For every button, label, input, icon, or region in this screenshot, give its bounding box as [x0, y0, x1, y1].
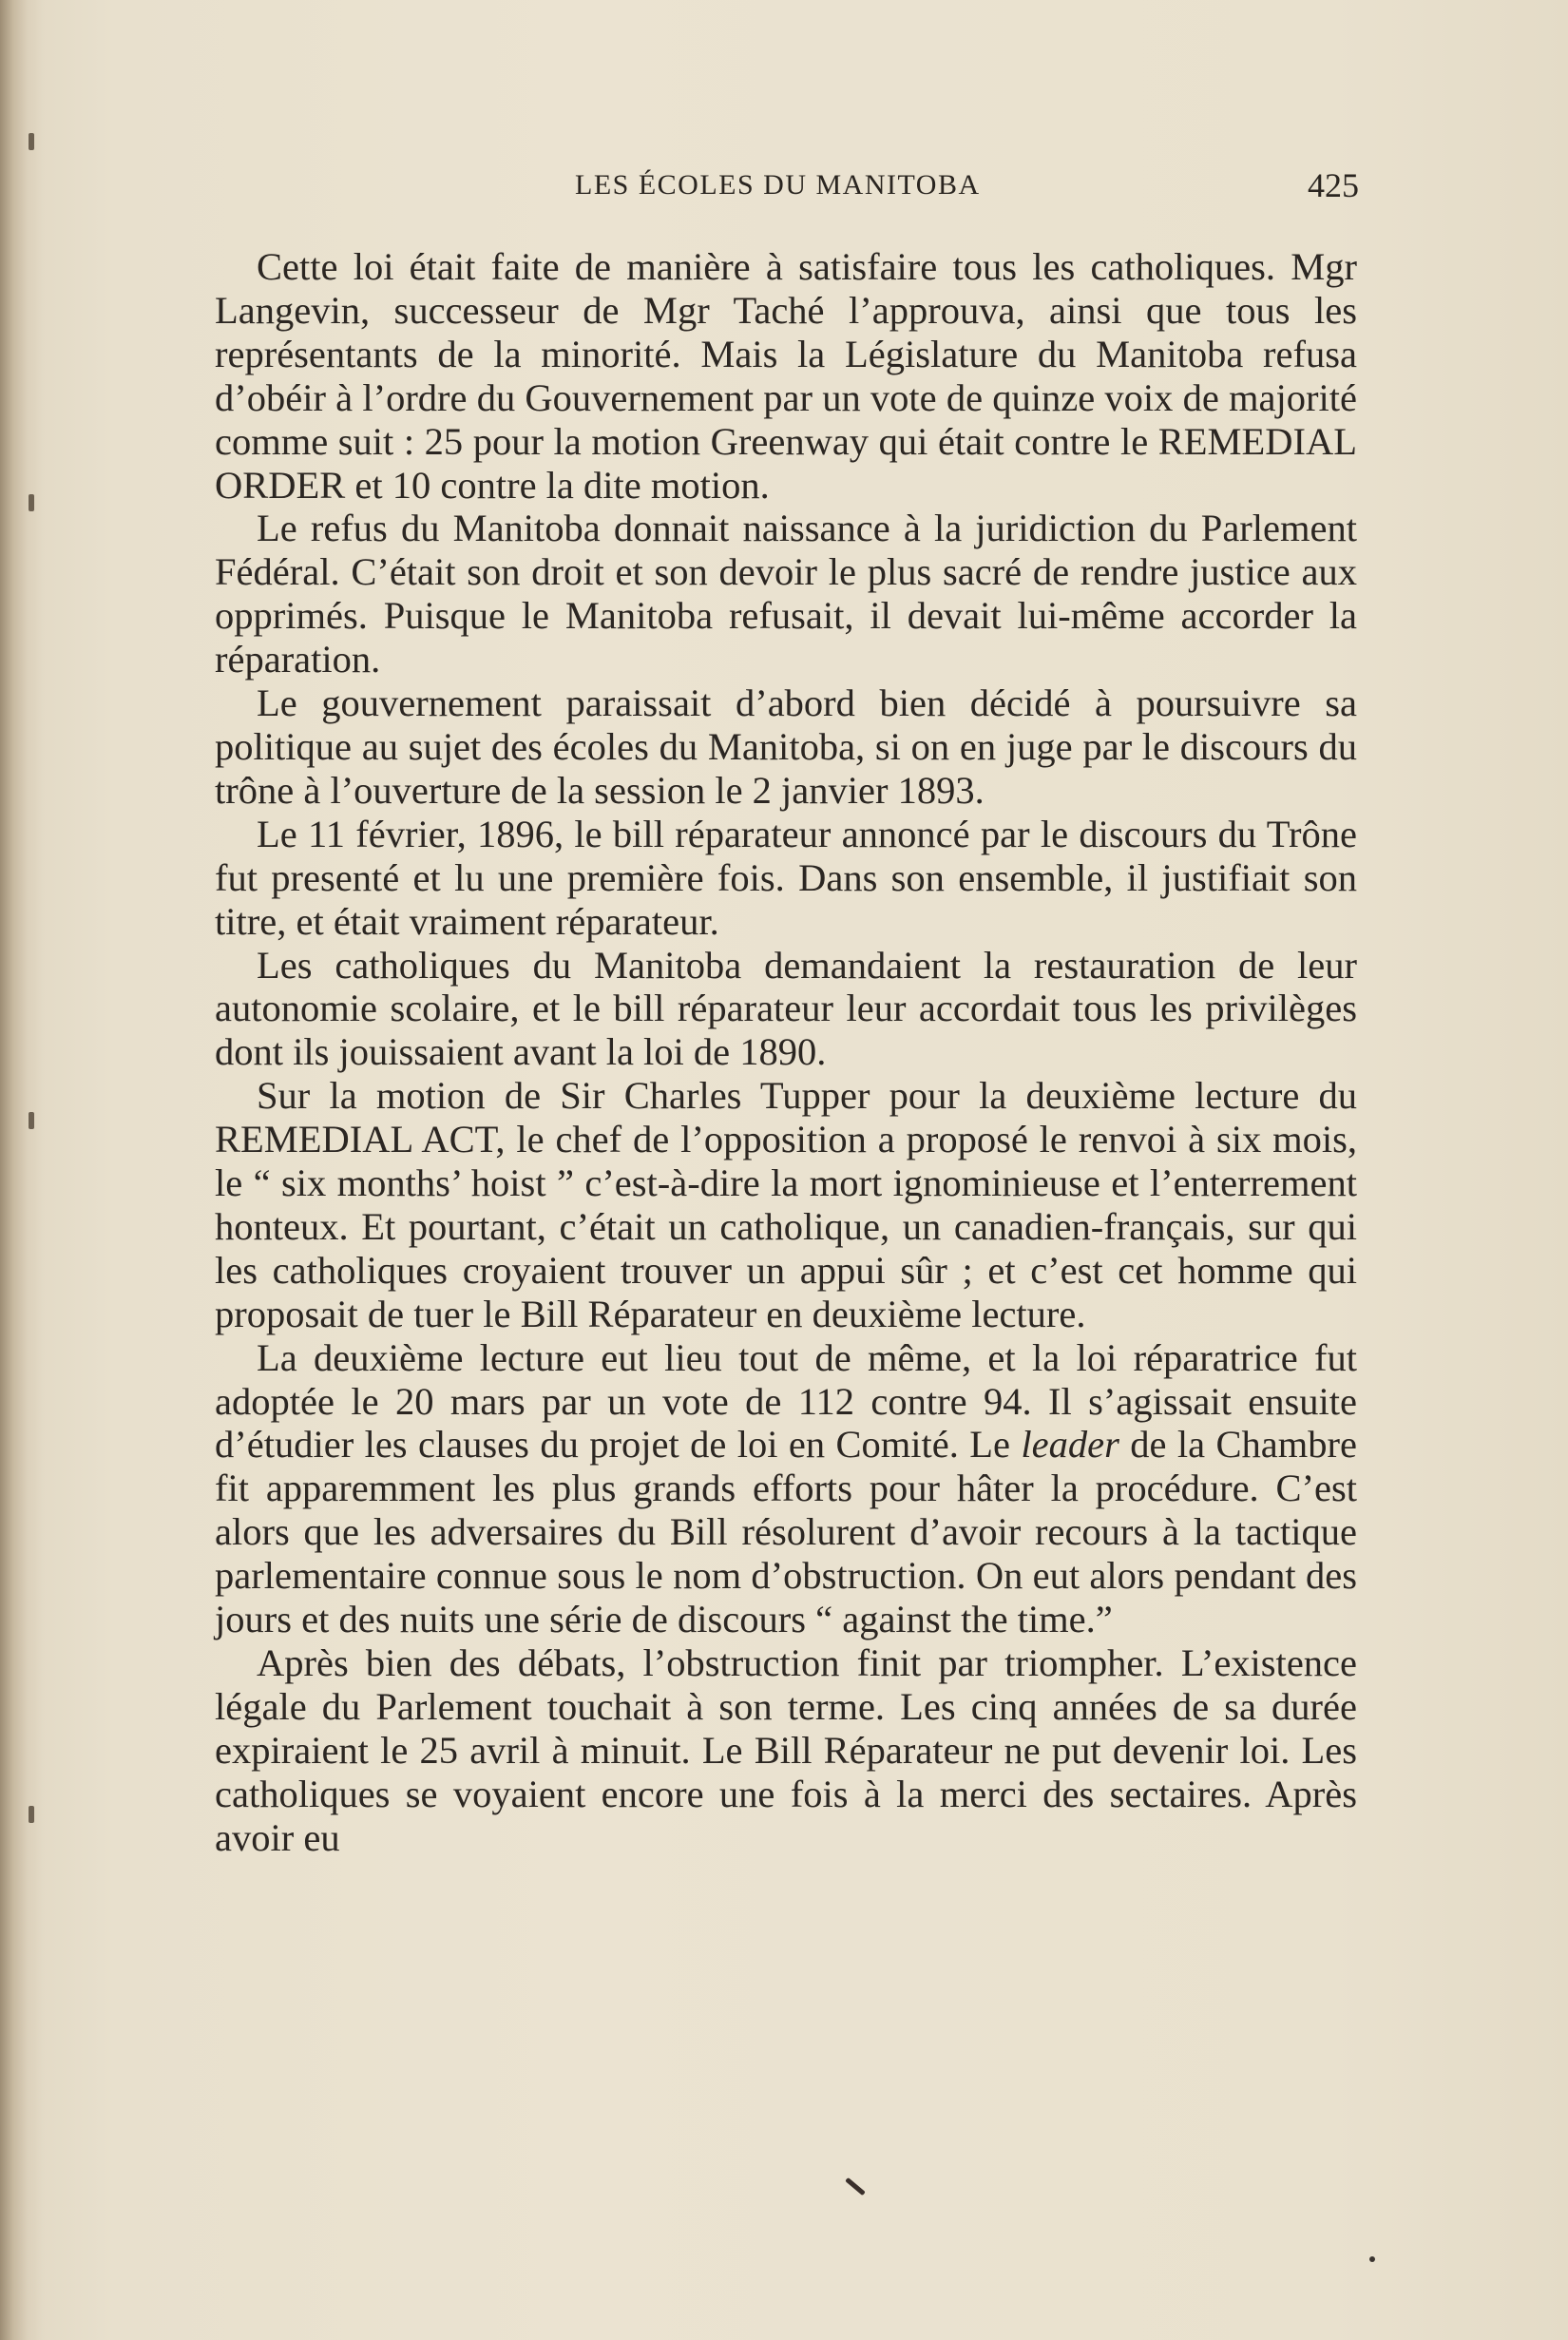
paragraph-text: La deuxième lecture eut lieu tout de même, et la loi réparatrice fut adoptée le 20 mars par un vote de 112 contre 94. Il s’agissait ensuite d’étudier les clauses du projet de loi en Comité. Le	[215, 1335, 1357, 1467]
page-header	[257, 166, 1359, 217]
binding-stitch-mark	[29, 494, 34, 511]
paragraph: Le 11 février, 1896, le bill réparateur annoncé par le discours du Trône fut presenté et lu une première fois. Dans son ensemble, il justifiait son titre, et était vraiment réparateur.	[215, 812, 1357, 943]
binding-stitch-mark	[29, 133, 34, 150]
paragraph: Le gouvernement paraissait d’abord bien décidé à poursuivre sa politique au sujet des écoles du Manitoba, si on en juge par le discours du trône à l’ouverture de la session le 2 janvier 1893.	[215, 681, 1357, 812]
binding-gutter	[0, 0, 44, 2340]
paragraph: Après bien des débats, l’obstruction finit par triompher. L’existence légale du Parlement touchait à son terme. Les cinq années de sa durée expiraient le 25 avril à minuit. Le Bill Réparateur ne put devenir loi. Les catholiques se voyaient encore une fois à la merci des sectaires. Après avoir eu	[215, 1641, 1357, 1859]
paragraph	[215, 1336, 1357, 1641]
paragraph: Le refus du Manitoba donnait naissance à la juridiction du Parlement Fédéral. C’était son droit et son devoir le plus sacré de rendre justice aux opprimés. Puisque le Manitoba refusait, il devait lui-même accorder la réparation.	[215, 507, 1357, 681]
paragraph: Cette loi était faite de manière à satisfaire tous les catholiques. Mgr Langevin, successeur de Mgr Taché l’approuva, ainsi que tous les représentants de la minorité. Mais la Législature du Manitoba refusa d’obéir à l’ordre du Gouvernement par un vote de quinze voix de majorité comme suit : 25 pour la motion Greenway qui était contre le REMEDIAL ORDER et 10 contre la dite motion.	[215, 245, 1357, 507]
running-title: LES ÉCOLES DU MANITOBA	[575, 169, 981, 201]
emphasized-word: leader	[1021, 1423, 1119, 1467]
page-number: 425	[1308, 166, 1359, 204]
ink-mark	[845, 2177, 866, 2196]
body-text	[215, 245, 1357, 1860]
binding-stitch-mark	[29, 1112, 34, 1129]
paragraph: Sur la motion de Sir Charles Tupper pour la deuxième lecture du REMEDIAL ACT, le chef de l’opposition a proposé le renvoi à six mois, le “ six months’ hoist ” c’est-à-dire la mort ignominieuse et l’enterrement honteux. Et pourtant, c’était un catholique, un canadien-français, sur qui les catholiques croyaient trouver un appui sûr ; et c’est cet homme qui proposait de tuer le Bill Réparateur en deuxième lecture.	[215, 1074, 1357, 1335]
ink-dot	[1369, 2256, 1375, 2262]
paragraph: Les catholiques du Manitoba demandaient la restauration de leur autonomie scolaire, et le bill réparateur leur accordait tous les privilèges dont ils jouissaient avant la loi de 1890.	[215, 943, 1357, 1074]
binding-stitch-mark	[29, 1806, 34, 1823]
paragraph-text: de la Chambre fit apparemment les plus grands efforts pour hâter la procédure. C’est alors que les adversaires du Bill résolurent d’avoir recours à la tactique parlementaire connue sous le nom d’obstruction. On eut alors pendant des jours et des nuits une série de discours “ against the time.”	[215, 1423, 1357, 1641]
